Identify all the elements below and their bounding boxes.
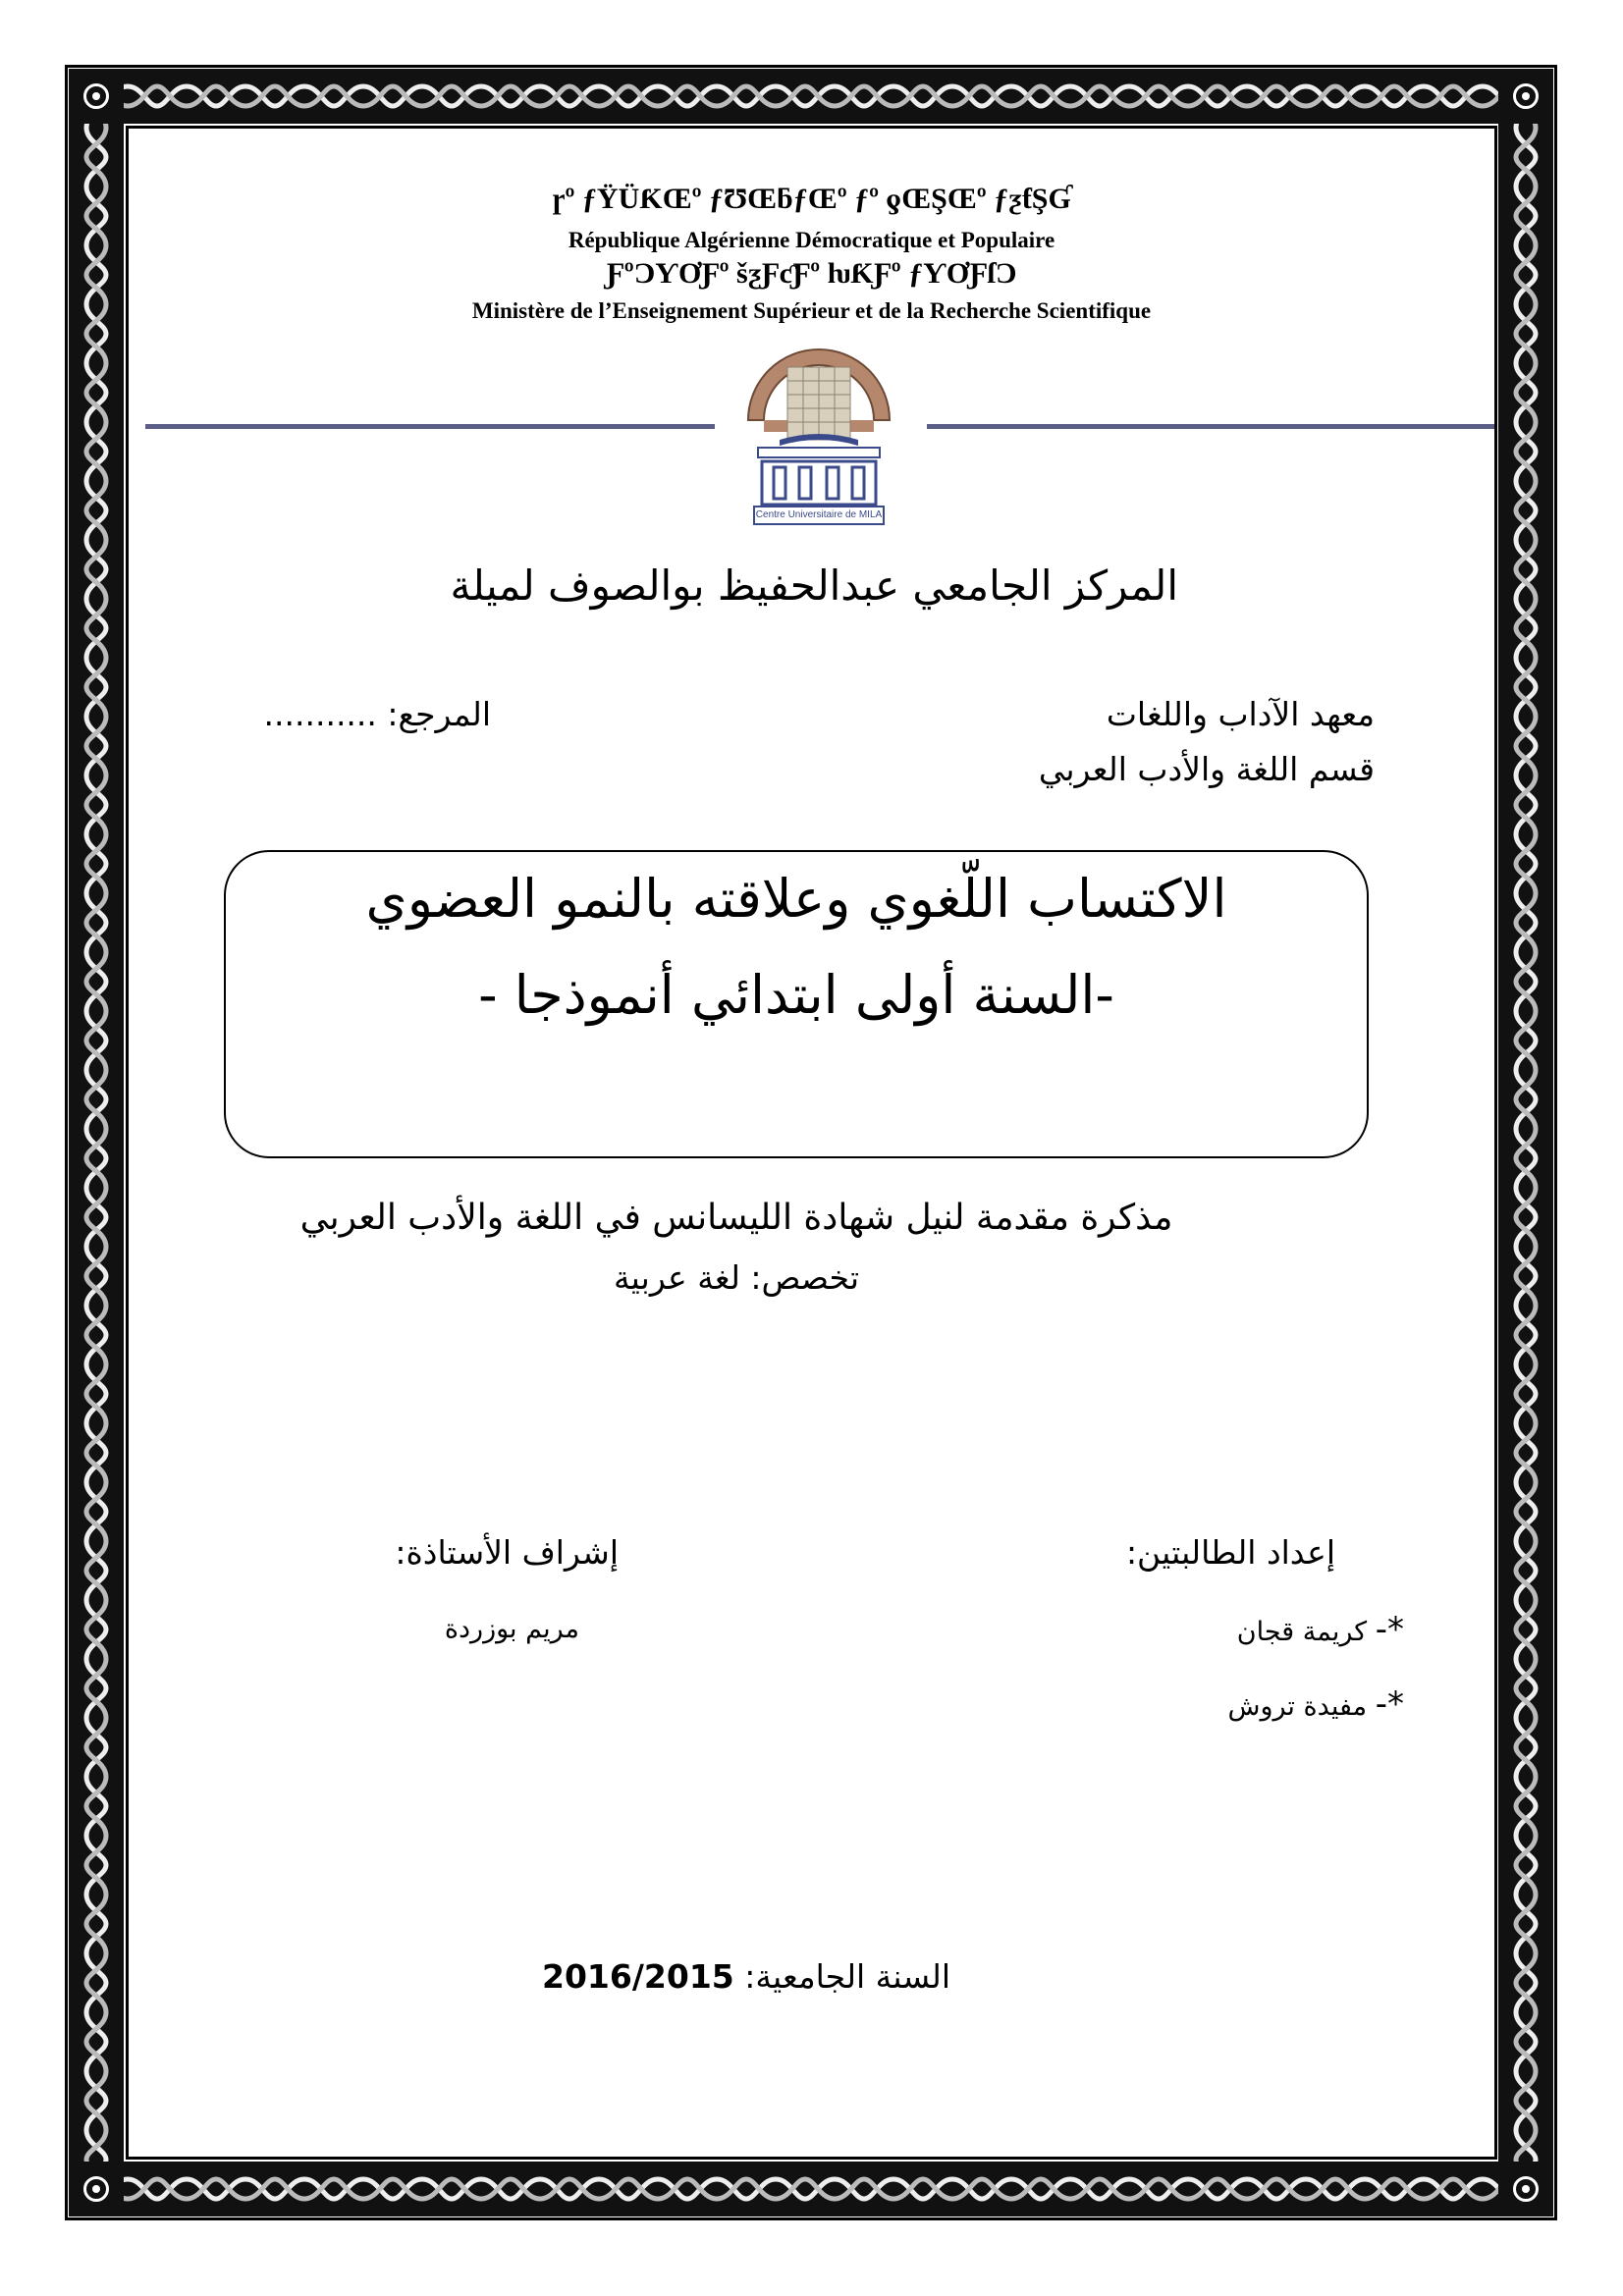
corner-ornament-top-left <box>69 69 124 124</box>
department-name: قسم اللغة والأدب العربي <box>1038 750 1375 788</box>
thesis-title-line-1: الاكتساب اللّغوي وعلاقته بالنمو العضوي <box>365 868 1227 930</box>
student-bullet: *- <box>1375 1684 1404 1724</box>
university-logo <box>730 338 907 530</box>
reference-value: ........... <box>263 695 377 733</box>
specialty: تخصص: لغة عربية <box>613 1258 860 1297</box>
student-name: كريمة قجان <box>1236 1617 1368 1647</box>
border-band-bottom <box>69 2162 1553 2216</box>
institute-name: معهد الآداب واللغات <box>1106 695 1375 733</box>
academic-year-value: 2016/2015 <box>542 1957 734 1996</box>
chain-pattern-bottom <box>69 2162 1553 2216</box>
academic-year <box>491 1957 1001 1996</box>
student-bullet: *- <box>1375 1610 1404 1649</box>
supervisor-name: مريم بوزردة <box>444 1614 579 1644</box>
chain-pattern-top <box>69 69 1553 124</box>
logo-caption: Centre Universitaire de MILA <box>755 509 883 520</box>
supervisor-label: إشراف الأستاذة: <box>395 1533 619 1572</box>
header-garbled-line-1: ɼº ƒŸÜƘŒº ƒƱŒƃƒŒº ƒº ƍŒŞŒº ƒƺƭŞƓ <box>552 183 1071 215</box>
academic-year-label: السنة الجامعية: <box>744 1957 950 1996</box>
chain-pattern-right <box>1498 69 1553 2216</box>
header-republic: République Algérienne Démocratique et Populaire <box>568 228 1055 252</box>
students-label: إعداد الطالبتين: <box>1125 1533 1335 1572</box>
header-rule-left <box>145 424 715 429</box>
chain-pattern-left <box>69 69 124 2216</box>
corner-ornament-bottom-right <box>1498 2162 1553 2216</box>
reference-label: المرجع: <box>387 695 491 733</box>
header-rule-right <box>927 424 1494 429</box>
border-band-top <box>69 69 1553 124</box>
university-center-name: المركز الجامعي عبدالحفيظ بوالصوف لميلة <box>450 561 1178 610</box>
student-2 <box>1080 1684 1404 1724</box>
thesis-title-line-2: -السنة أولى ابتدائي أنموذجا - <box>478 964 1114 1026</box>
border-band-right <box>1498 69 1553 2216</box>
corner-ornament-top-right <box>1498 69 1553 124</box>
student-1 <box>1080 1610 1404 1649</box>
border-band-left <box>69 69 124 2216</box>
reference-field <box>255 695 491 733</box>
degree-statement: مذكرة مقدمة لنيل شهادة الليسانس في اللغة والأدب العربي <box>299 1198 1173 1238</box>
header-garbled-line-2: ƑºƆƳƠƑº šƺƑƈƑº ƕƘƑº ƒƳƠƑſƆ <box>606 257 1017 290</box>
header-ministry: Ministère de l’Enseignement Supérieur et de la Recherche Scientifique <box>471 298 1152 323</box>
student-name: مفيدة تروش <box>1227 1691 1368 1722</box>
corner-ornament-bottom-left <box>69 2162 124 2216</box>
